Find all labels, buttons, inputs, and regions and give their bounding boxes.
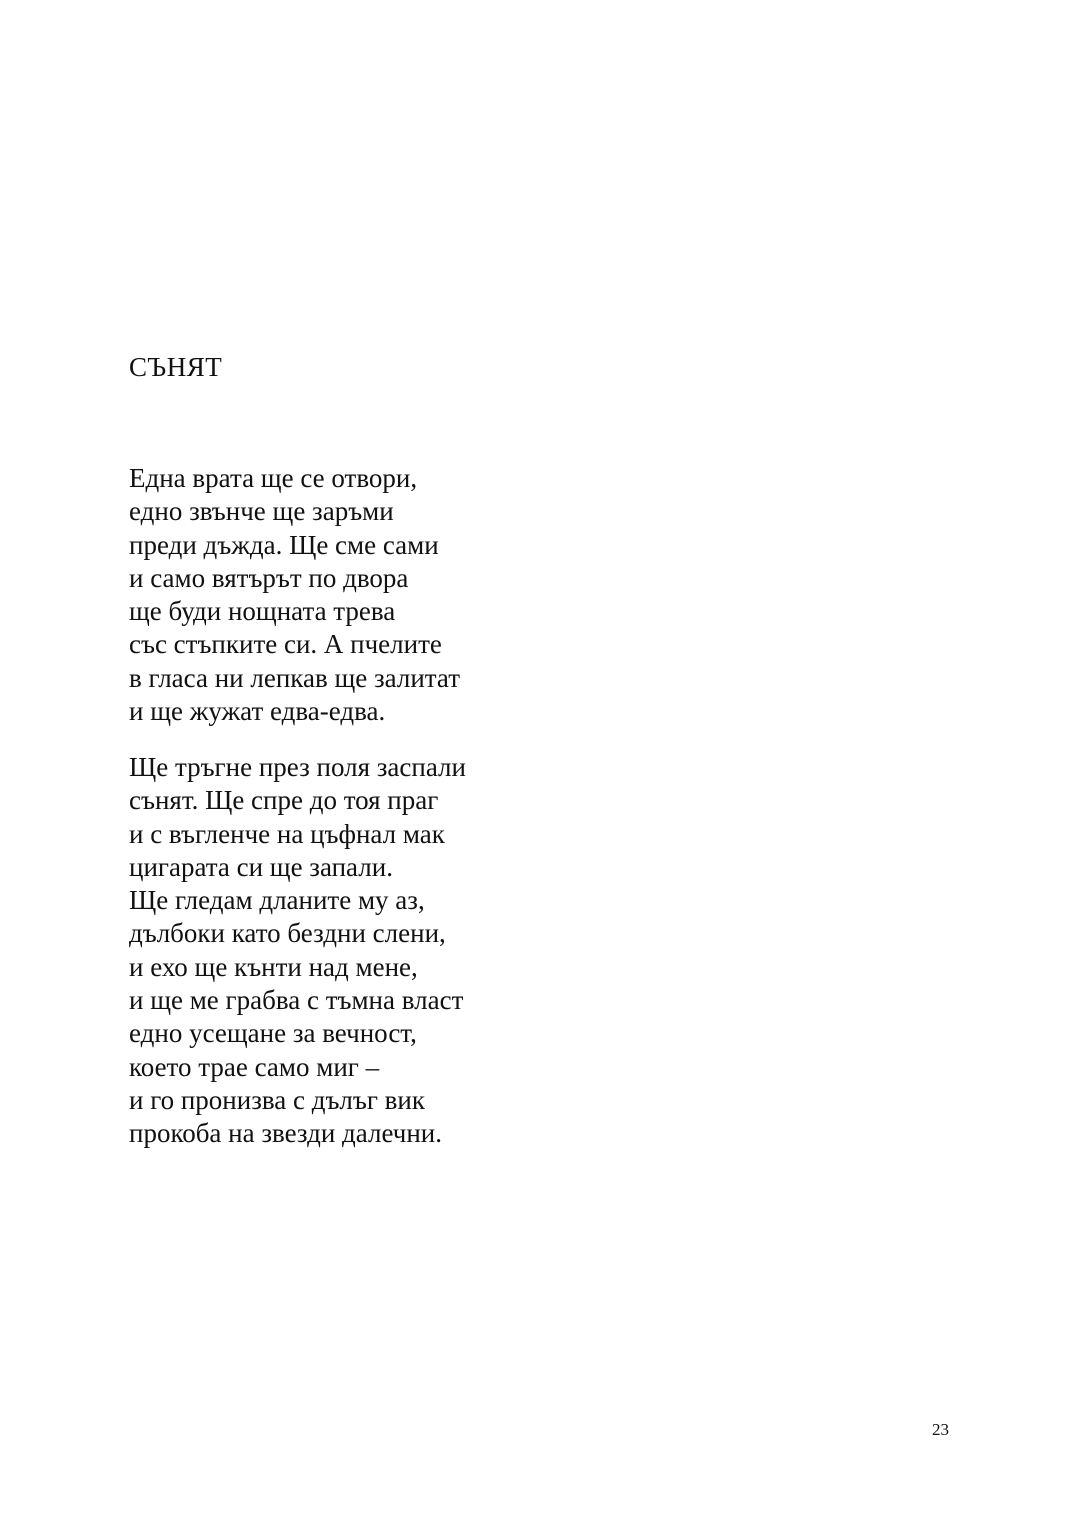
poem-line: Една врата ще се отвори, — [129, 463, 418, 493]
poem-title: СЪНЯТ — [129, 352, 223, 382]
poem-line: едно усещане за вечност, — [129, 1018, 417, 1049]
poem-line: Ще гледам дланите му аз, — [129, 885, 425, 916]
poem-line: и го пронизва с дълъг вик — [129, 1084, 425, 1115]
poem-line: преди дъжда. Ще сме сами — [129, 529, 439, 560]
poem-line: със стъпките си. А пчелите — [129, 629, 442, 660]
poem-line: което трае само миг – — [129, 1051, 380, 1082]
poem-line: ще буди нощната трева — [129, 596, 396, 627]
poem-line: Ще тръгне през поля заспали — [129, 752, 466, 782]
poem-line: и само вятърът по двора — [129, 562, 409, 593]
poem-line: сънят. Ще спре до тоя праг — [129, 785, 439, 816]
poem-line: едно звънче ще заръми — [129, 496, 394, 527]
poem-line: и ще ме грабва с тъмна власт — [129, 985, 464, 1016]
poem-line: и с въгленче на цъфнал мак — [129, 818, 445, 849]
poem-line: прокоба на звезди далечни. — [129, 1118, 443, 1149]
page-number: 23 — [932, 1420, 949, 1439]
stanza-2 — [129, 751, 466, 1151]
poem-line: дълбоки като бездни слени, — [129, 918, 446, 949]
poem-line: в гласа ни лепкав ще залитат — [129, 662, 461, 693]
stanza-1 — [129, 462, 460, 728]
poem-line: цигарата си ще запали. — [129, 851, 393, 882]
poem-line: и ехо ще кънти над мене, — [129, 951, 418, 982]
poem-line: и ще жужат едва-едва. — [129, 696, 386, 727]
